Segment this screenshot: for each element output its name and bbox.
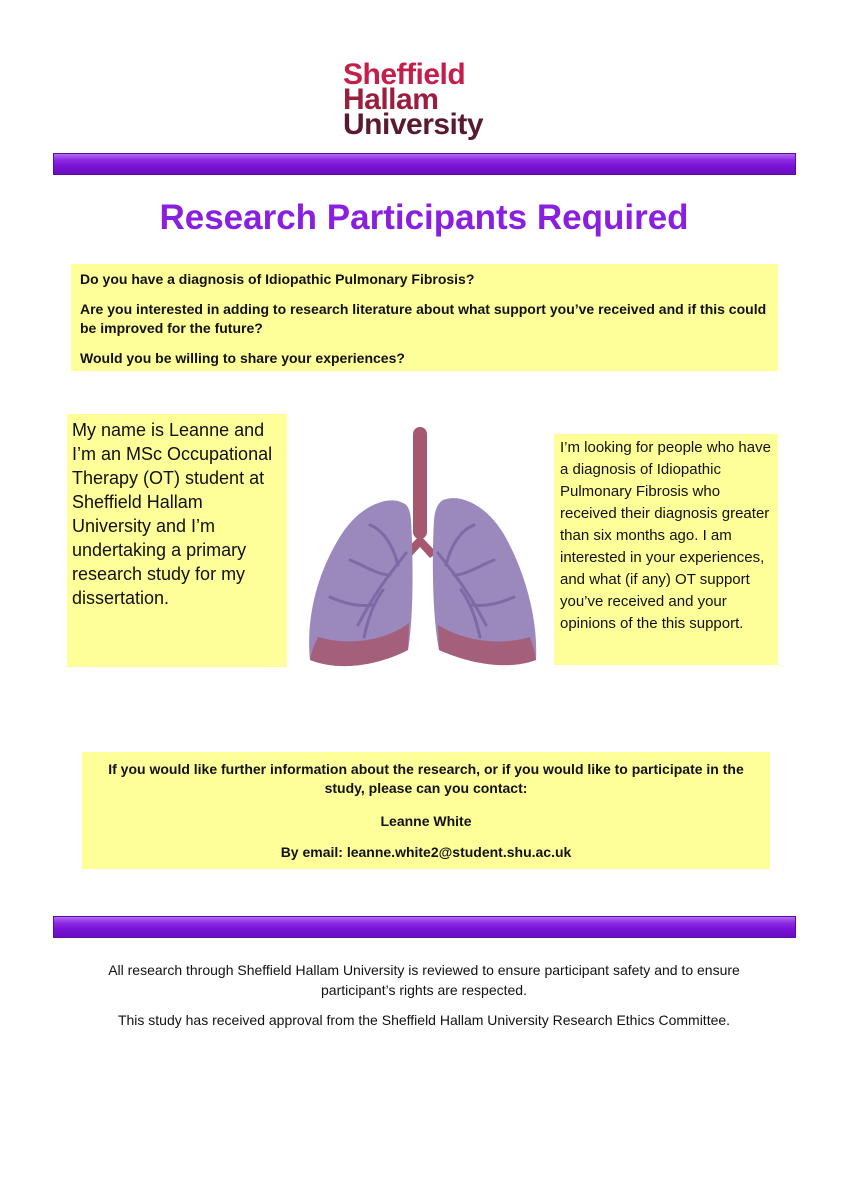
contact-box — [82, 752, 770, 869]
top-divider-bar — [53, 153, 796, 175]
eligibility-text: I’m looking for people who have a diagnosis of Idiopathic Pulmonary Fibrosis who received their diagnosis greater than six months ago. I am interested in your experiences, and what (if any) OT support you’ve received and your opinions of the this support. — [560, 439, 771, 632]
footer-ethics-note: All research through Sheffield Hallam University is reviewed to ensure participant safety and to ensure participant’s rights are respected. — [108, 962, 740, 998]
intro-box — [67, 414, 287, 667]
contact-email: By email: leanne.white2@student.shu.ac.uk — [280, 844, 572, 860]
question-1: Do you have a diagnosis of Idiopathic Pulmonary Fibrosis? — [80, 271, 475, 287]
contact-prompt: If you would like further information about the research, or if you would like to participate in the study, please can you contact: — [108, 761, 744, 796]
lungs-icon — [298, 425, 548, 670]
questions-box — [71, 264, 778, 371]
question-3: Would you be willing to share your experiences? — [80, 350, 405, 366]
logo-line-sheffield: Sheffield — [343, 58, 466, 91]
page-title: Research Participants Required — [159, 198, 689, 237]
logo-line-hallam: Hallam — [343, 83, 439, 116]
intro-text: My name is Leanne and I’m an MSc Occupational Therapy (OT) student at Sheffield Hallam University and I’m undertaking a primary research study for my dissertation. — [72, 420, 273, 608]
footer-approval-note: This study has received approval from the Sheffield Hallam University Research Ethics Committee. — [117, 1012, 731, 1028]
footer — [0, 960, 848, 1030]
eligibility-box — [554, 434, 778, 665]
question-2: Are you interested in adding to research literature about what support you’ve received and if this could be improved for the future? — [80, 301, 767, 336]
contact-name: Leanne White — [380, 813, 472, 829]
bottom-divider-bar — [53, 916, 796, 938]
university-logo — [343, 58, 513, 141]
logo-line-university: University — [343, 108, 484, 141]
